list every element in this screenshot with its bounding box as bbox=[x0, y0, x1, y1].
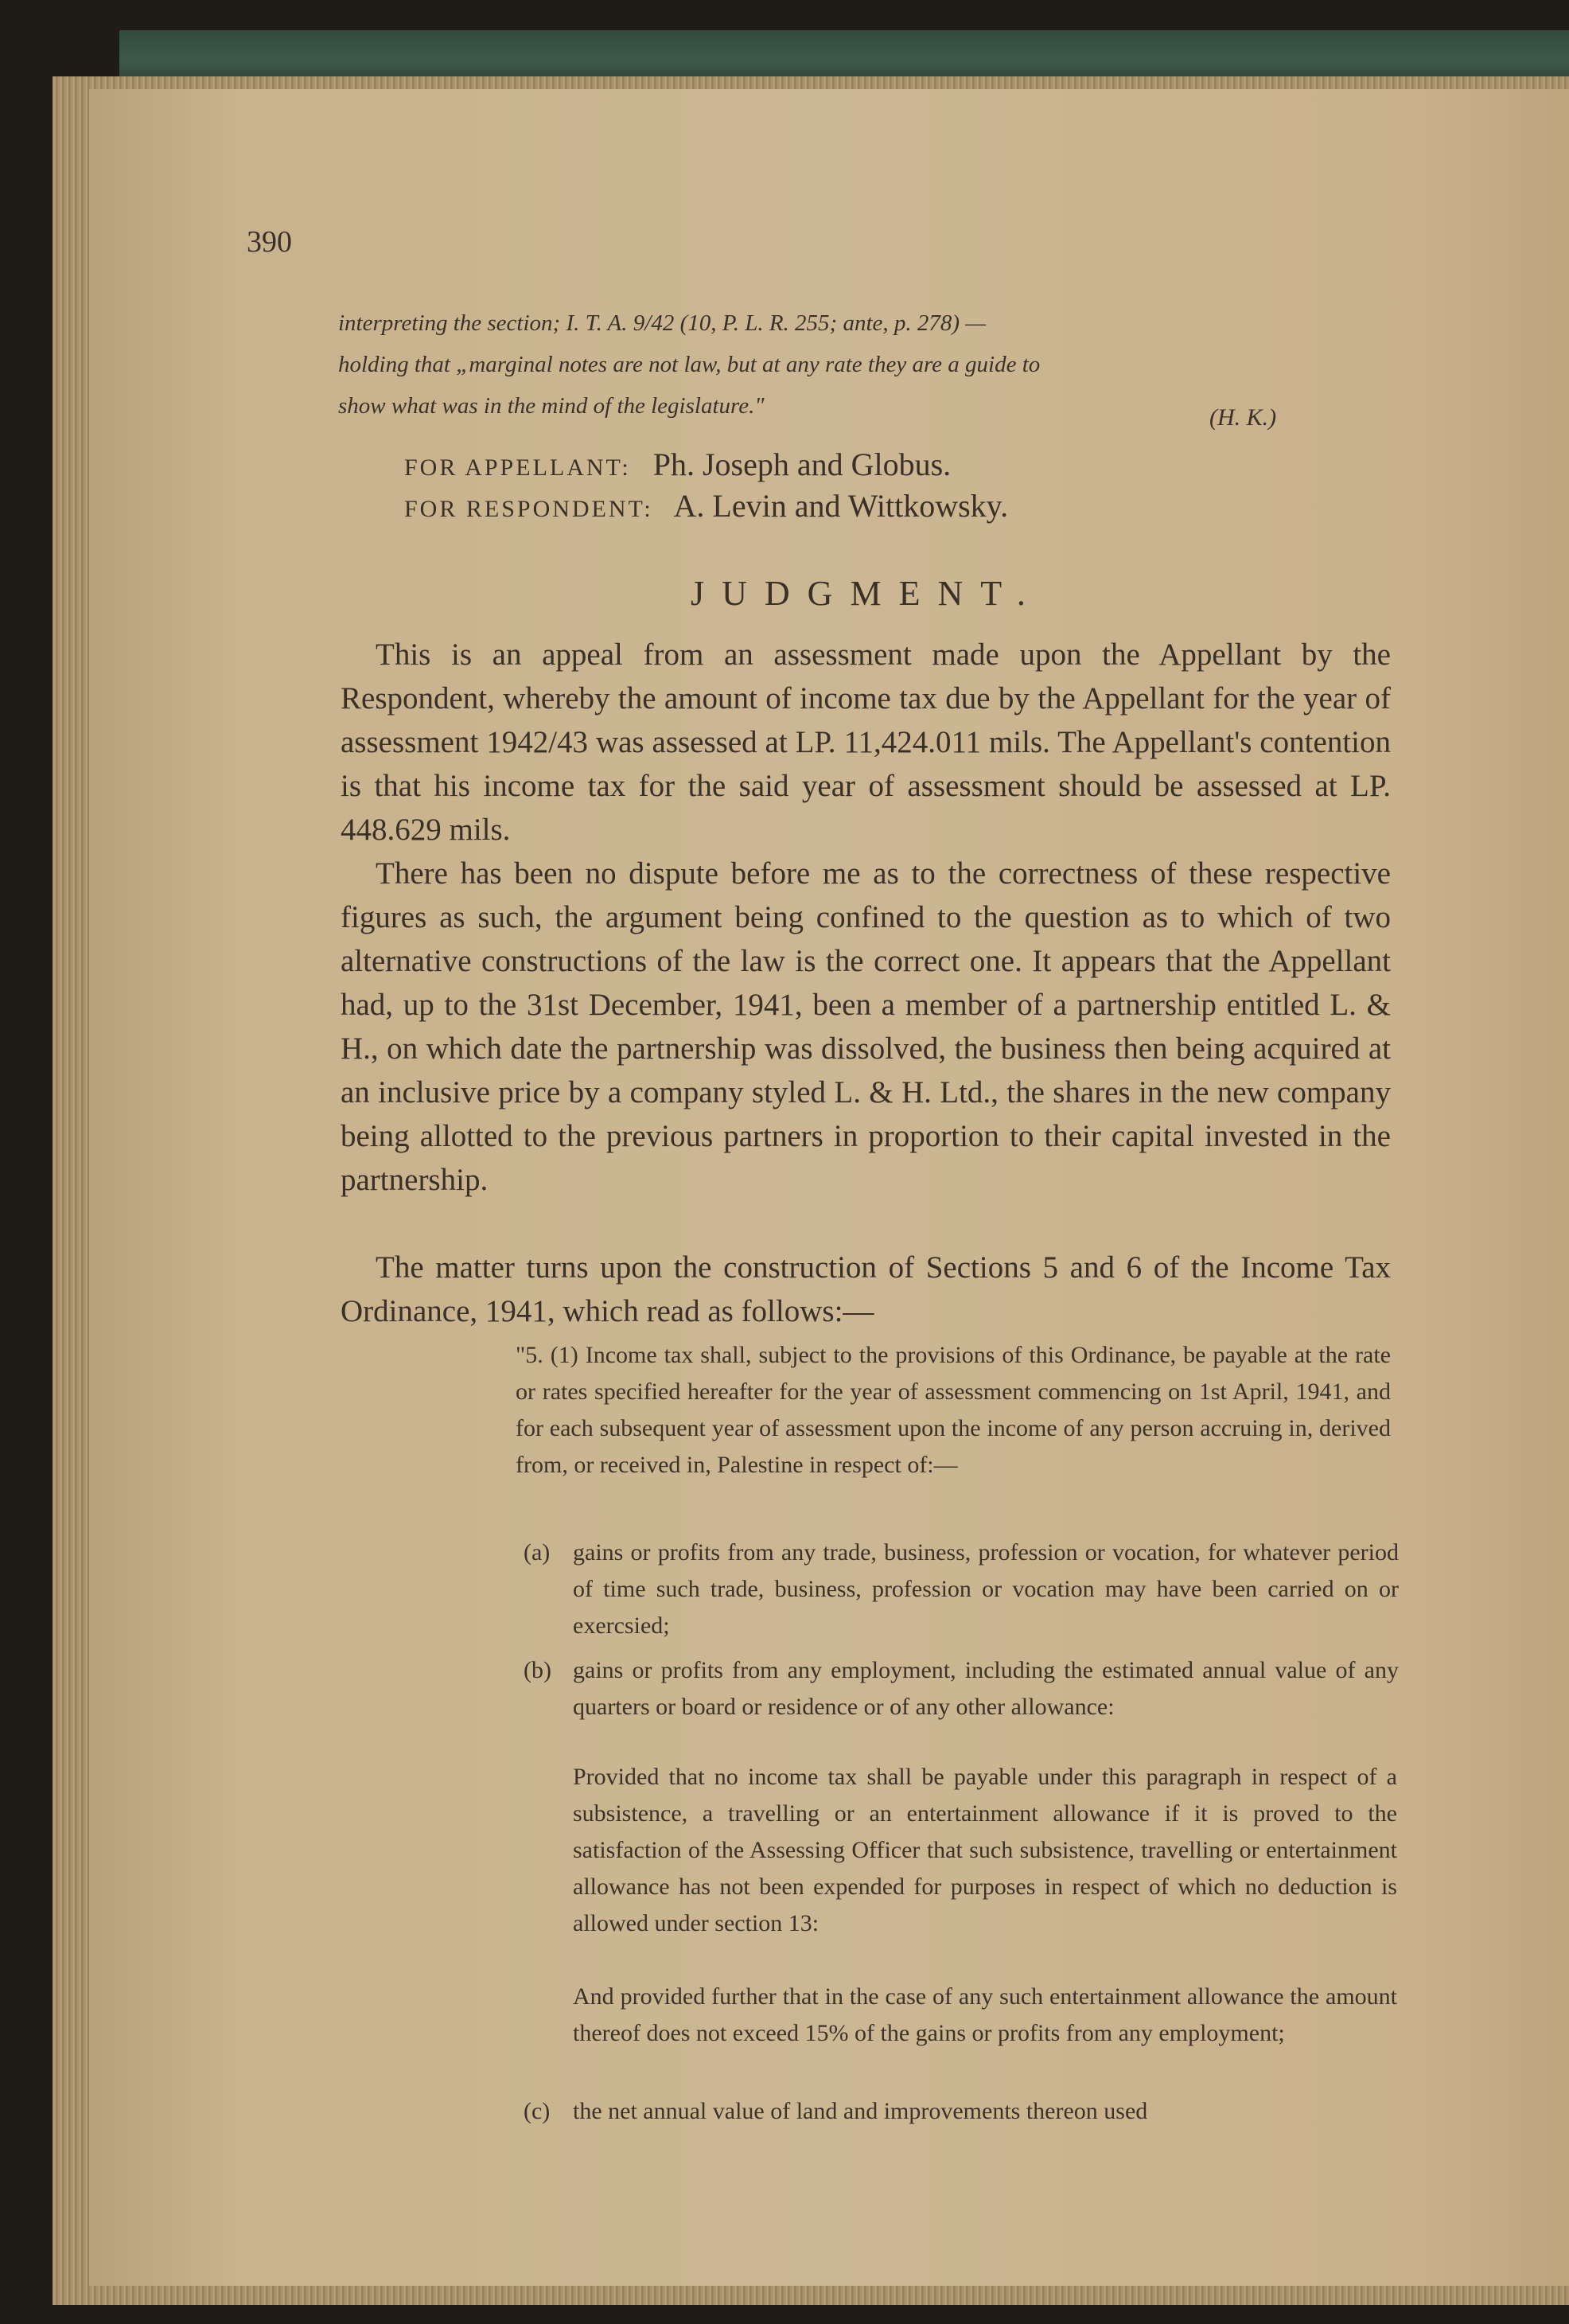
counsel-respondent-label: FOR RESPONDENT: bbox=[404, 496, 653, 522]
clause-b bbox=[524, 1652, 1399, 1725]
headnote-line: interpreting the section; I. T. A. 9/42 (10, P. L. R. 255; ante, p. 278) — bbox=[338, 310, 987, 336]
counsel-respondent-names: A. Levin and Wittkowsky. bbox=[673, 488, 1009, 524]
paragraph-3 bbox=[341, 1246, 1391, 1333]
headnote-line: holding that „marginal notes are not law, but at any rate they are a guide to bbox=[338, 352, 1041, 377]
clause-c-text: the net annual value of land and improvements thereon used bbox=[573, 2098, 1148, 2124]
clause-a bbox=[524, 1534, 1399, 1644]
counsel-appellant-label: FOR APPELLANT: bbox=[404, 454, 631, 481]
clause-a-mark: (a) bbox=[524, 1539, 551, 1566]
counsel-appellant-names: Ph. Joseph and Globus. bbox=[652, 446, 952, 482]
proviso-1: Provided that no income tax shall be payable under this paragraph in respect of a subsistence, a travelling or an entertainment allowance if it is proved to the satisfaction of the Assessing Officer that such subsistence, travelling or entertainment allowance has not been expended for purposes in respect of which no deduction is allowed under section 13: bbox=[573, 1764, 1397, 1936]
clause-c-mark: (c) bbox=[524, 2098, 551, 2124]
paragraph-text: There has been no dispute before me as to the correctness of these respective figures as such, the argument being confined to the question as to which of two alternative constructions of the law is the correct one. It appears that the Appellant had, up to the 31st December, 1941, been a member of a partnership entitled L. & H., on which date the partnership was dissolved, the business then being acquired at an inclusive price by a company styled L. & H. Ltd., the shares in the new company being allotted to the previous partners in proportion to their capital invested in the partnership. bbox=[341, 856, 1391, 1197]
reporter-initials: (H. K.) bbox=[1209, 404, 1277, 431]
paragraph-text: This is an appeal from an assessment made upon the Appellant by the Respondent, whereby the amount of income tax due by the Appellant for the year of assessment 1942/43 was assessed at LP. 11,424.011 mils. The Appellant's contention is that his income tax for the said year of assessment should be assessed at LP. 448.629 mils. bbox=[341, 638, 1391, 847]
page-number: 390 bbox=[247, 225, 292, 259]
clause-a-text: gains or profits from any trade, business, profession or vocation, for whatever period of time such trade, business, profession or vocation may have been carried on or exercsied; bbox=[573, 1539, 1399, 1639]
counsel-respondent bbox=[404, 487, 1008, 524]
paragraph-text: The matter turns upon the construction of Sections 5 and 6 of the Income Tax Ordinance, 1941, which read as follows:— bbox=[341, 1250, 1391, 1328]
clause-b-mark: (b) bbox=[524, 1657, 551, 1683]
headnote-line: show what was in the mind of the legislature." bbox=[338, 393, 765, 419]
counsel-appellant bbox=[404, 446, 951, 483]
paragraph-2 bbox=[341, 852, 1391, 1202]
clause-c bbox=[524, 2093, 1399, 2130]
clause-b-text: gains or profits from any employment, including the estimated annual value of any quarters or board or residence or of any other allowance: bbox=[573, 1657, 1399, 1720]
statute-quote-intro: "5. (1) Income tax shall, subject to the provisions of this Ordinance, be payable at the rate or rates specified hereafter for the year of assessment commencing on 1st April, 1941, and for each subsequent year of assessment upon the income of any person accruing in, derived from, or received in, Palestine in respect of:— bbox=[516, 1342, 1391, 1478]
proviso-2: And provided further that in the case of any such entertainment allowance the amount thereof does not exceed 15% of the gains or profits from any employment; bbox=[573, 1983, 1397, 2046]
judgment-heading: JUDGMENT. bbox=[691, 574, 1043, 613]
paragraph-1 bbox=[341, 633, 1391, 852]
